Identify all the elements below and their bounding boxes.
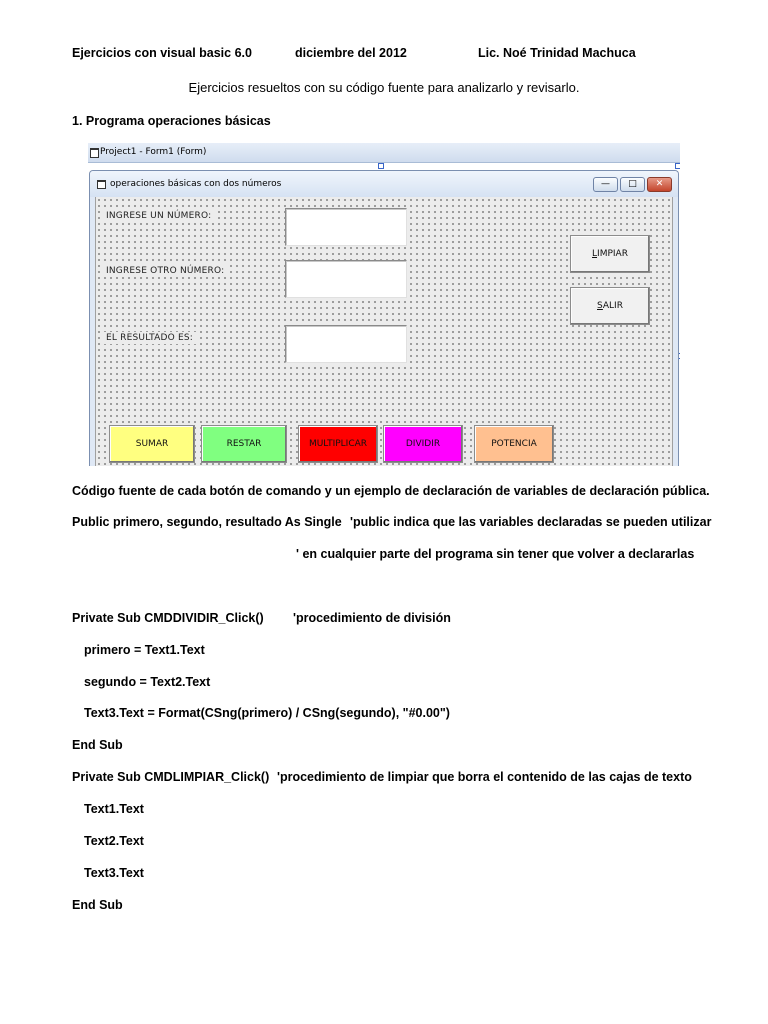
- power-button[interactable]: POTENCIA: [474, 425, 554, 463]
- header-date: diciembre del 2012: [295, 46, 407, 60]
- text1-input[interactable]: [285, 208, 407, 246]
- declaration-comment-1: 'public indica que las variables declaradas se pueden utilizar: [350, 515, 712, 529]
- form-window: [89, 170, 679, 466]
- code-line: segundo = Text2.Text: [84, 675, 211, 689]
- public-declaration: Public primero, segundo, resultado As Single: [72, 515, 342, 529]
- exit-button[interactable]: SALIR: [570, 287, 650, 325]
- divide-sub-header: Private Sub CMDDIVIDIR_Click(): [72, 611, 264, 625]
- ide-title-bar: [88, 143, 680, 163]
- label-result: EL RESULTADO ES:: [103, 332, 196, 344]
- end-sub: End Sub: [72, 738, 123, 752]
- form-icon: [97, 180, 106, 189]
- resize-handle-top: [378, 163, 384, 169]
- minimize-icon[interactable]: —: [593, 177, 618, 192]
- ide-window-title: Project1 - Form1 (Form): [100, 147, 207, 157]
- code-line: Text3.Text: [84, 866, 144, 880]
- form-title-bar: [90, 171, 678, 197]
- form-design-grid: [95, 197, 673, 466]
- divide-comment: 'procedimiento de división: [293, 611, 451, 625]
- document-subtitle: Ejercicios resueltos con su código fuente para analizarlo y revisarlo.: [188, 80, 580, 95]
- code-line: Text2.Text: [84, 834, 144, 848]
- resize-handle-top-right: [675, 163, 680, 169]
- form-window-icon: [90, 148, 99, 158]
- vb6-designer-screenshot: [88, 143, 680, 466]
- code-line: primero = Text1.Text: [84, 643, 205, 657]
- label-second-number: INGRESE OTRO NÚMERO:: [103, 265, 227, 277]
- close-icon[interactable]: ✕: [647, 177, 672, 192]
- section-title: 1. Programa operaciones básicas: [72, 114, 271, 128]
- text2-input[interactable]: [285, 260, 407, 298]
- clear-button[interactable]: LIMPIAR: [570, 235, 650, 273]
- text3-output[interactable]: [285, 325, 407, 363]
- add-button[interactable]: SUMAR: [109, 425, 195, 463]
- maximize-icon[interactable]: □: [620, 177, 645, 192]
- code-line: Text3.Text = Format(CSng(primero) / CSng(segundo), "#0.00"): [84, 706, 450, 720]
- intro-text: Código fuente de cada botón de comando y un ejemplo de declaración de variables de declaración pública.: [72, 484, 710, 498]
- header-course: Ejercicios con visual basic 6.0: [72, 46, 252, 60]
- clear-sub-header: Private Sub CMDLIMPIAR_Click(): [72, 770, 270, 784]
- label-first-number: INGRESE UN NÚMERO:: [103, 210, 214, 222]
- code-line: Text1.Text: [84, 802, 144, 816]
- header-author: Lic. Noé Trinidad Machuca: [478, 46, 636, 60]
- multiply-button[interactable]: MULTIPLICAR: [298, 425, 378, 463]
- divide-button[interactable]: DIVIDIR: [383, 425, 463, 463]
- form-caption: operaciones básicas con dos números: [110, 179, 282, 189]
- declaration-comment-2: ' en cualquier parte del programa sin tener que volver a declararlas: [296, 547, 695, 561]
- clear-comment: 'procedimiento de limpiar que borra el contenido de las cajas de texto: [277, 770, 692, 784]
- subtract-button[interactable]: RESTAR: [201, 425, 287, 463]
- end-sub: End Sub: [72, 898, 123, 912]
